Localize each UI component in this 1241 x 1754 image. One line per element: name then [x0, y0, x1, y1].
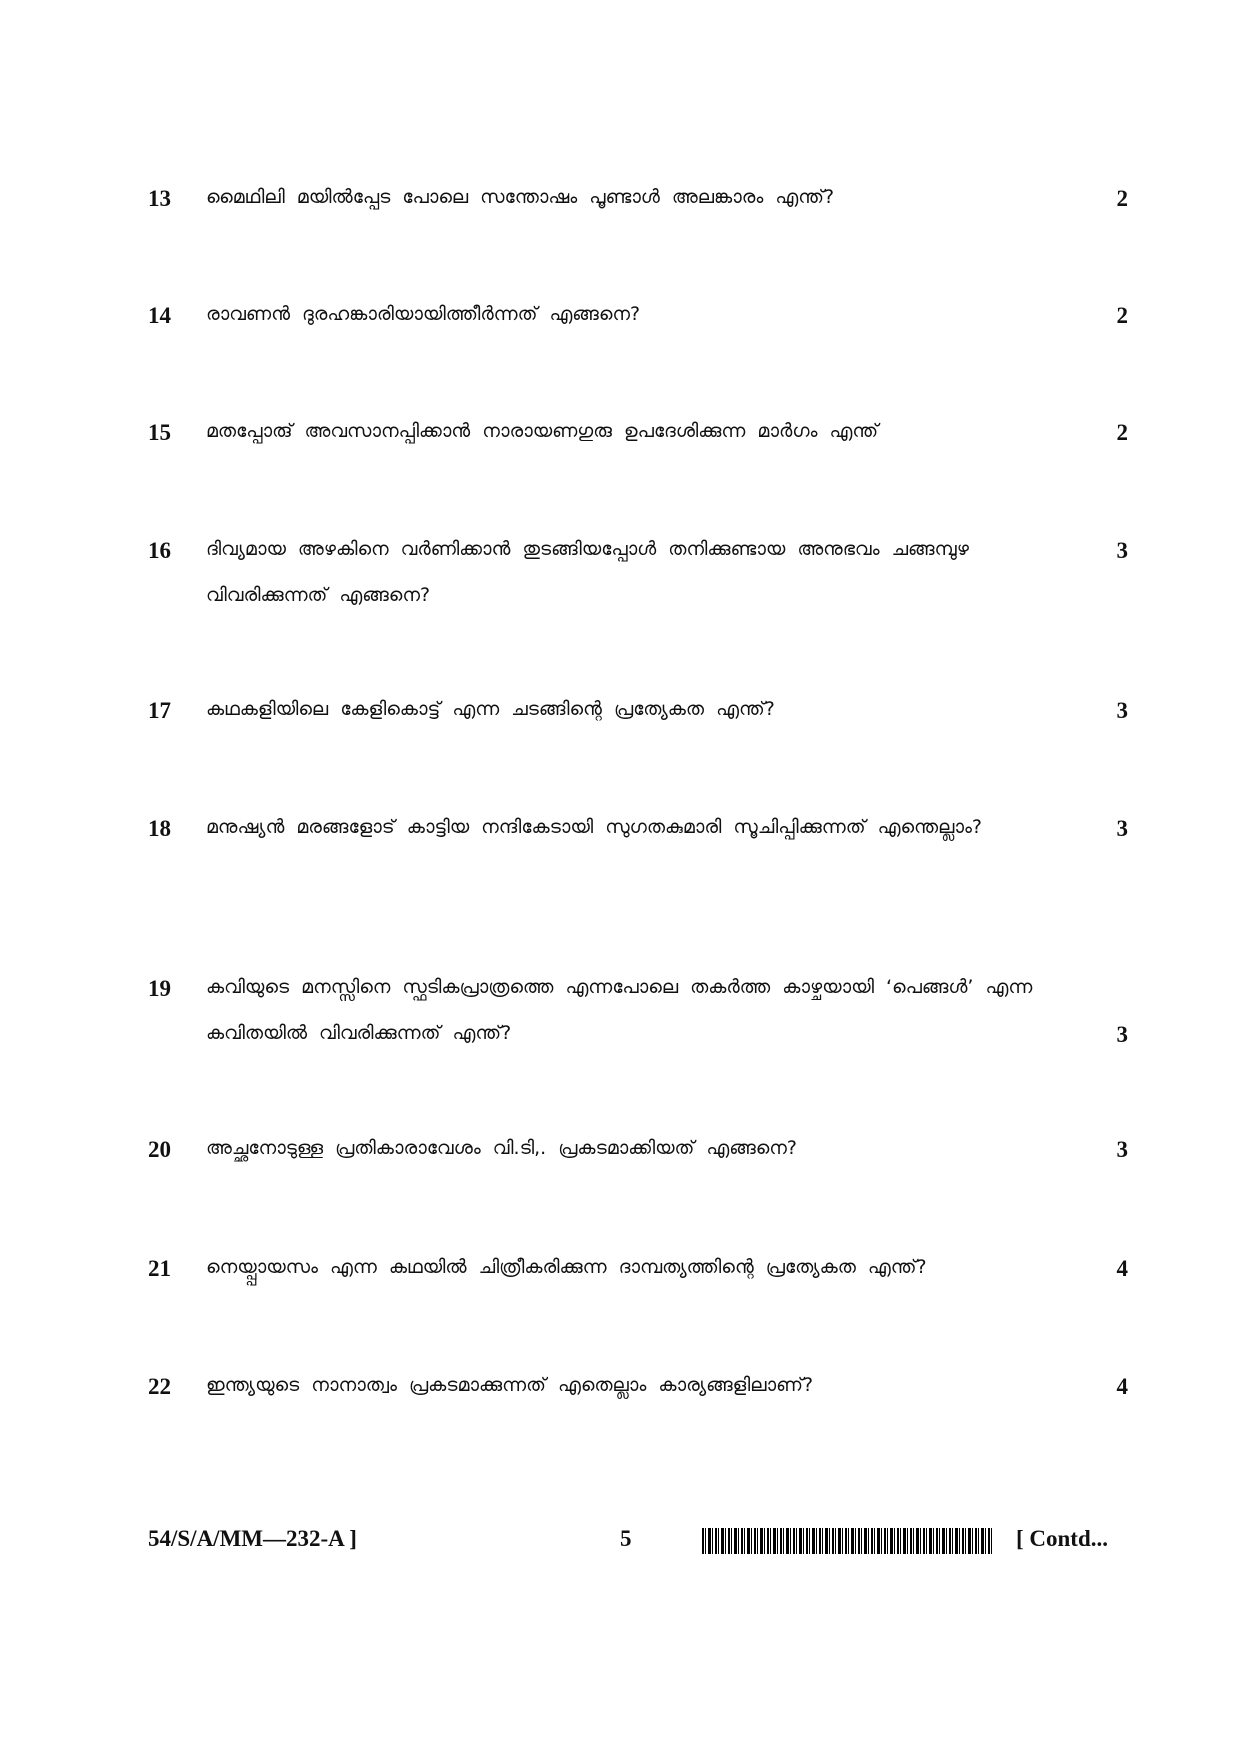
question-text: കഥകളിയിലെ കേളികൊട്ട് എന്ന ചടങ്ങിന്റെ പ്രത്യേകത എന്ത്?: [206, 698, 775, 720]
question-text: മനുഷ്യൻ മരങ്ങളോട് കാട്ടിയ നന്ദികേടായി സുഗതകുമാരി സൂചിപ്പിക്കുന്നത് എന്തെല്ലാം?: [206, 816, 982, 838]
question-number: 14: [148, 303, 171, 328]
page-number: 5: [620, 1526, 632, 1551]
question-text: ഇന്ത്യയുടെ നാനാത്വം പ്രകടമാക്കുന്നത് എതെല്ലാം കാര്യങ്ങളിലാണ്?: [206, 1374, 814, 1396]
page-footer: [0, 1526, 1241, 1566]
question-text: നെയ്പ്പായസം എന്ന കഥയിൽ ചിത്രീകരിക്കുന്ന ദാമ്പത്യത്തിന്റെ പ്രത്യേകത എന്ത്?: [206, 1256, 927, 1278]
question-number: 21: [148, 1256, 171, 1281]
question-marks: 3: [1116, 538, 1128, 563]
question-number: 13: [148, 186, 171, 211]
question-number: 17: [148, 698, 171, 723]
question-number: 15: [148, 420, 171, 445]
barcode: [702, 1528, 994, 1554]
question-marks: 3: [1116, 816, 1128, 841]
question-marks: 3: [1116, 698, 1128, 723]
question-text: മതപ്പോരു് അവസാനപ്പിക്കാൻ നാരായണഗുരു ഉപദേശിക്കുന്ന മാർഗം എന്ത്: [206, 420, 879, 442]
question-number: 18: [148, 816, 171, 841]
question-number: 20: [148, 1137, 171, 1162]
question-marks: 4: [1116, 1374, 1128, 1399]
question-number: 16: [148, 538, 171, 563]
question-marks: 4: [1116, 1256, 1128, 1281]
question-number: 22: [148, 1374, 171, 1399]
question-number: 19: [148, 976, 171, 1001]
question-marks: 2: [1116, 186, 1128, 211]
question-marks: 2: [1116, 303, 1128, 328]
paper-code: 54/S/A/MM—232-A ]: [148, 1526, 357, 1551]
question-text: കവിയുടെ മനസ്സിനെ സ്ഫടികപ്രാത്രത്തെ എന്നപോലെ തകർത്ത കാഴ്ചയായി ‘പെങ്ങൾ’ എന്ന കവിതയിൽ വിവരിക്കുന്നത് എന്ത്?: [206, 976, 1033, 1044]
question-marks: 3: [1116, 1137, 1128, 1162]
question-text: ദിവ്യമായ അഴകിനെ വർണിക്കാൻ തുടങ്ങിയപ്പോൾ തനിക്കുണ്ടായ അനുഭവം ചങ്ങമ്പുഴ വിവരിക്കുന്നത് എങ്ങനെ?: [206, 538, 969, 606]
question-text: മൈഥിലി മയിൽപ്പേട പോലെ സന്തോഷം പൂണ്ടാൾ അലങ്കാരം എന്ത്?: [206, 186, 835, 208]
continued-label: [ Contd...: [1016, 1526, 1109, 1551]
question-marks: 2: [1116, 420, 1128, 445]
question-text: അച്ഛനോടുള്ള പ്രതികാരാവേശം വി.ടി,. പ്രകടമാക്കിയത് എങ്ങനെ?: [206, 1137, 798, 1159]
question-marks: 3: [1116, 1022, 1128, 1047]
question-text: രാവണൻ ദുരഹങ്കാരിയായിത്തീർന്നത് എങ്ങനെ?: [206, 303, 641, 325]
